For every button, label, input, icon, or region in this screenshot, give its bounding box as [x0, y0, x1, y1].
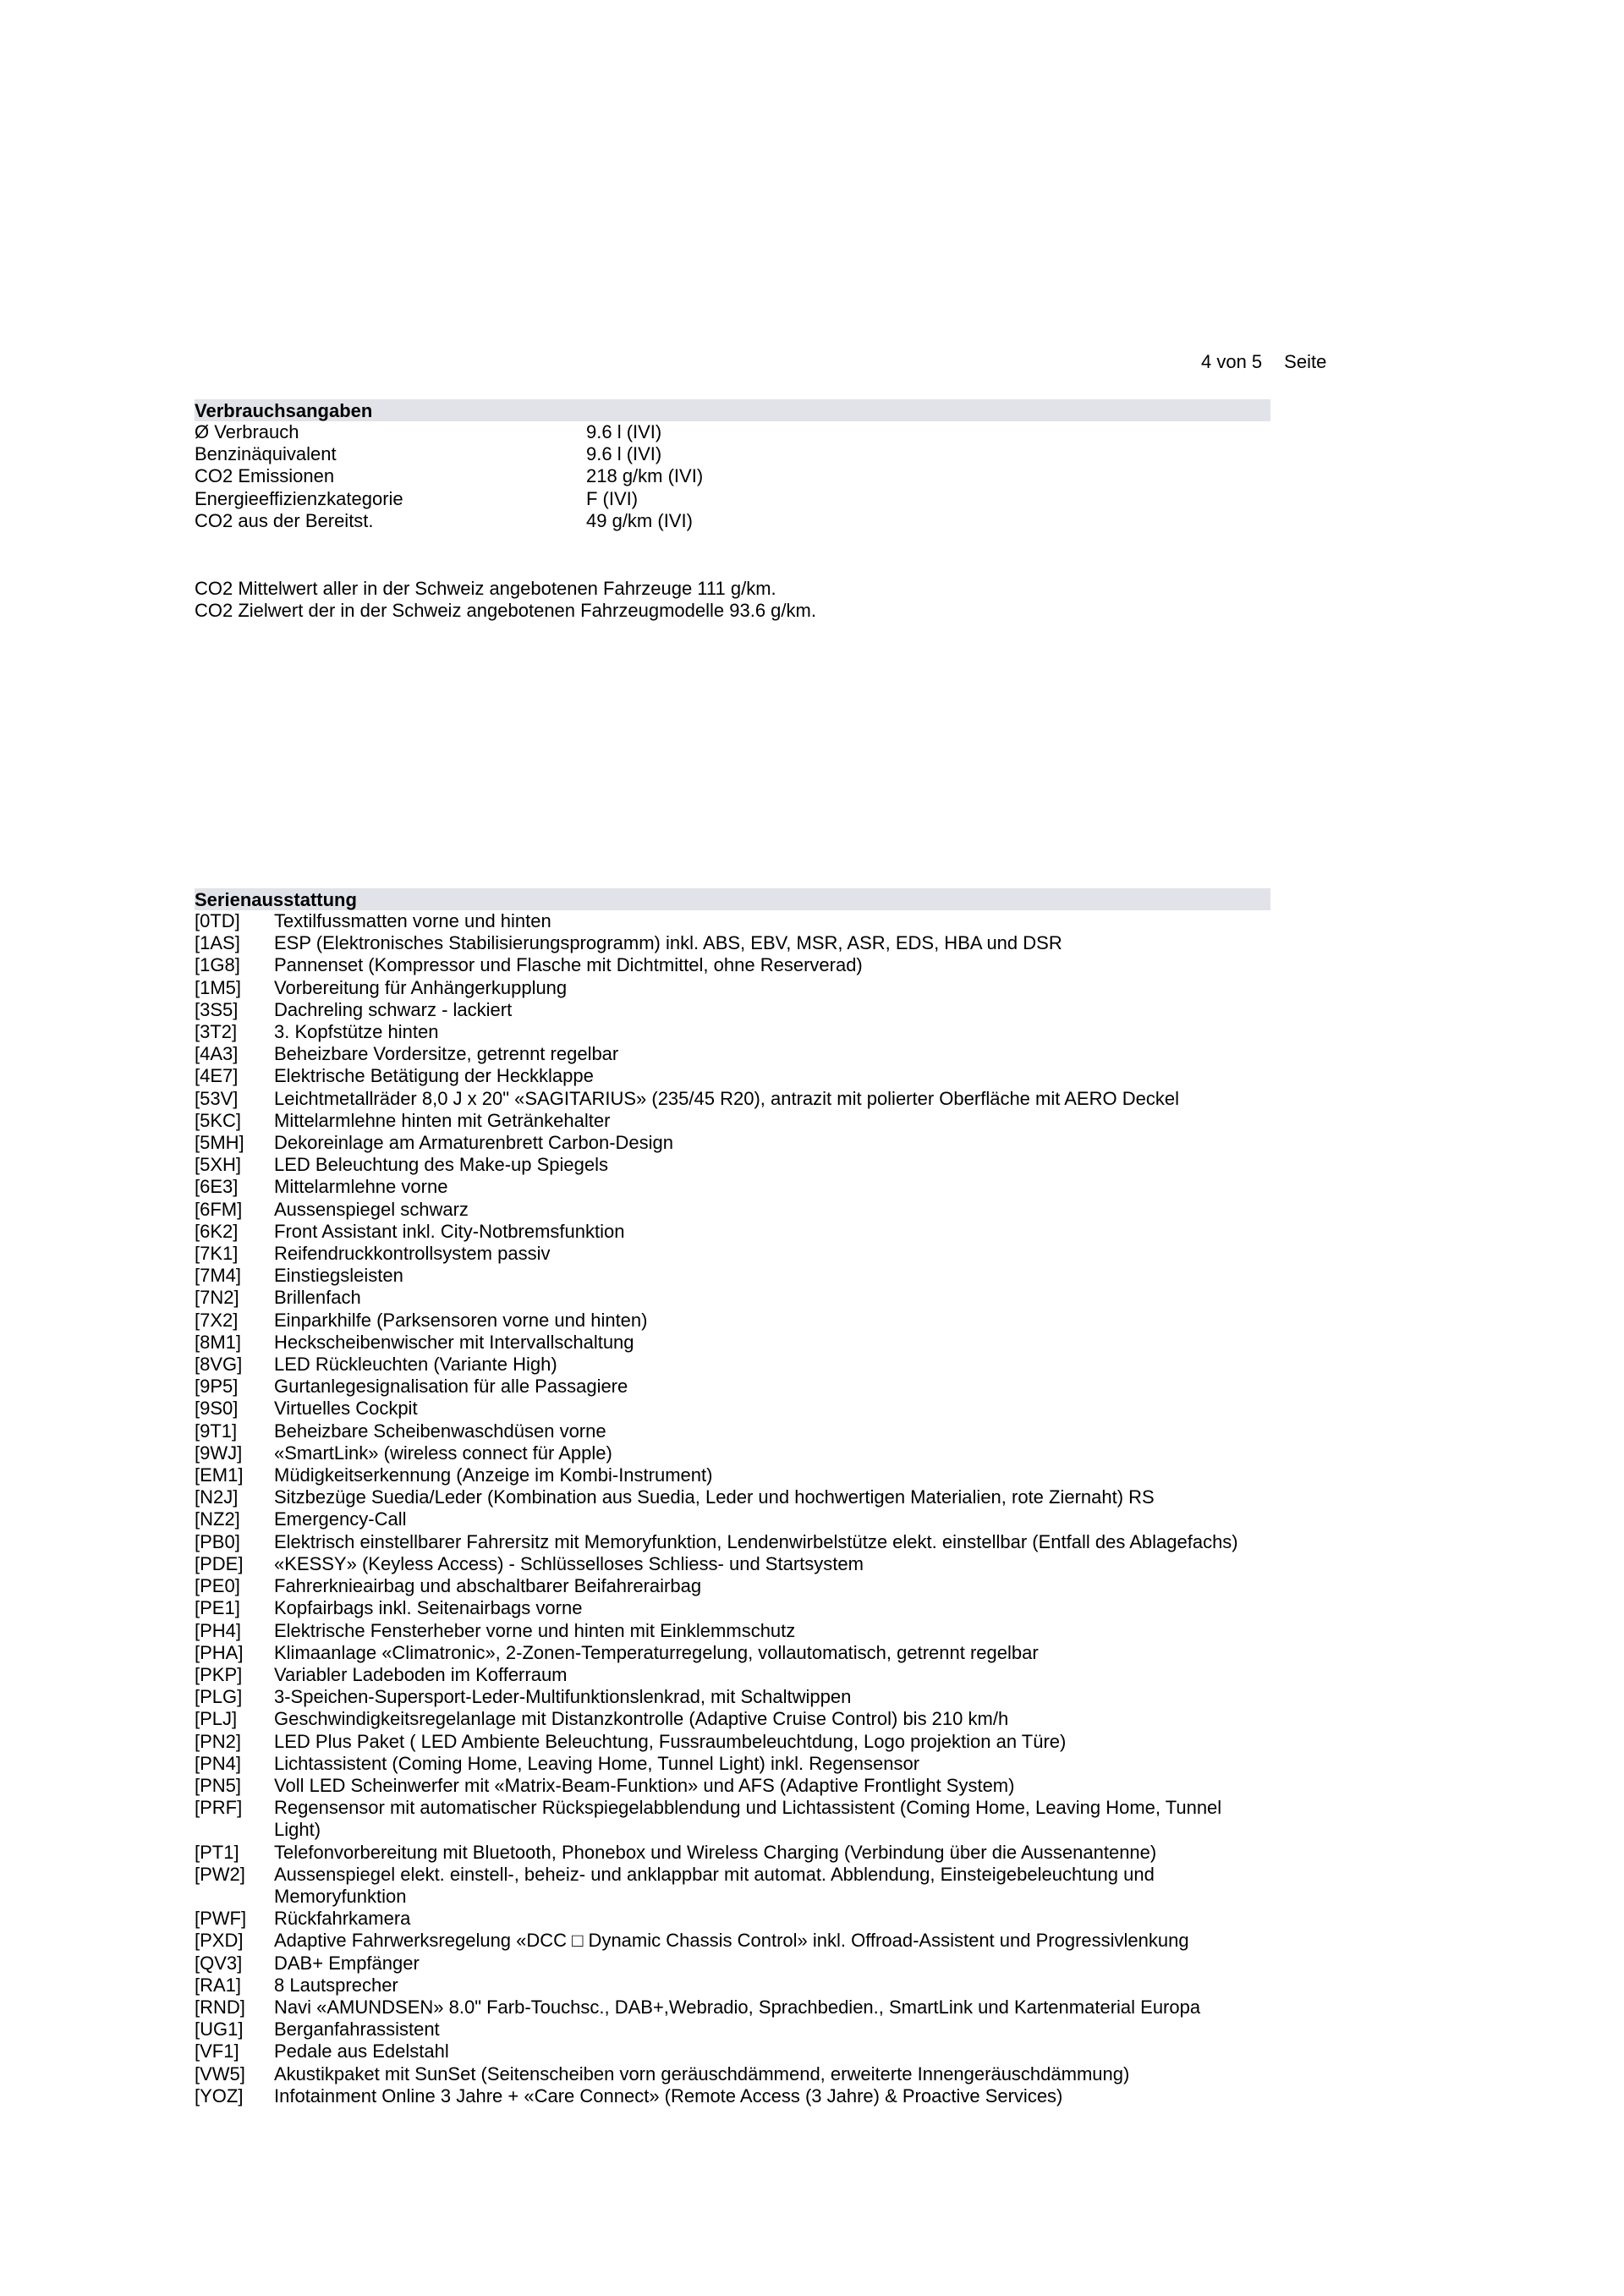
equipment-description: Dekoreinlage am Armaturenbrett Carbon-Design	[274, 1132, 674, 1154]
equipment-item	[195, 910, 1270, 932]
equipment-item	[195, 1021, 1270, 1043]
equipment-description: 3. Kopfstütze hinten	[274, 1021, 439, 1043]
equipment-description: Kopfairbags inkl. Seitenairbags vorne	[274, 1597, 583, 1619]
consumption-heading: Verbrauchsangaben	[195, 399, 1270, 421]
equipment-description: Pannenset (Kompressor und Flasche mit Dichtmittel, ohne Reserverad)	[274, 954, 863, 976]
equipment-description: Infotainment Online 3 Jahre + «Care Connect» (Remote Access (3 Jahre) & Proactive Services)	[274, 2085, 1063, 2106]
equipment-code: [4A3]	[195, 1043, 239, 1065]
equipment-code: [RND]	[195, 1996, 245, 2018]
equipment-description: ESP (Elektronisches Stabilisierungsprogramm) inkl. ABS, EBV, MSR, ASR, EDS, HBA und DSR	[274, 932, 1062, 954]
equipment-item	[195, 1420, 1270, 1442]
equipment-code: [53V]	[195, 1087, 239, 1109]
equipment-code: [8M1]	[195, 1331, 242, 1353]
equipment-description: Mittelarmlehne vorne	[274, 1176, 448, 1198]
co2-average-note: CO2 Mittelwert aller in der Schweiz angebotenen Fahrzeuge 111 g/km.	[195, 578, 776, 599]
equipment-code: [UG1]	[195, 2019, 244, 2041]
equipment-description: Variabler Ladeboden im Kofferraum	[274, 1663, 568, 1685]
equipment-code: [4E7]	[195, 1065, 239, 1087]
equipment-item	[195, 1442, 1270, 1464]
equipment-item	[195, 1154, 1270, 1176]
co2-notes	[195, 578, 1270, 622]
equipment-item	[195, 1953, 1270, 1975]
co2-target-note: CO2 Zielwert der in der Schweiz angebotenen Fahrzeugmodelle 93.6 g/km.	[195, 600, 816, 622]
equipment-description: Vorbereitung für Anhängerkupplung	[274, 976, 568, 998]
equipment-code: [PLJ]	[195, 1708, 238, 1730]
consumption-label: Benzinäquivalent	[195, 443, 337, 465]
equipment-description: LED Rückleuchten (Variante High)	[274, 1354, 557, 1376]
equipment-code: [PN5]	[195, 1774, 242, 1796]
equipment-code: [9S0]	[195, 1398, 239, 1420]
equipment-item	[195, 999, 1270, 1021]
equipment-item	[195, 1930, 1270, 1952]
equipment-item	[195, 1797, 1270, 1841]
equipment-description: Elektrisch einstellbarer Fahrersitz mit Memoryfunktion, Lendenwirbelstütze elekt. einstellbar (Entfall des Ablagefachs)	[274, 1530, 1238, 1552]
equipment-description: «SmartLink» (wireless connect für Apple)	[274, 1442, 612, 1464]
equipment-description: DAB+ Empfänger	[274, 1952, 420, 1974]
equipment-description: Rückfahrkamera	[274, 1908, 411, 1930]
equipment-item	[195, 1065, 1270, 1087]
equipment-description: Aussenspiegel elekt. einstell-, beheiz- und anklappbar mit automat. Abblendung, Einsteigebeleuchtung und Memoryfunktion	[274, 1863, 1155, 1907]
equipment-code: [7X2]	[195, 1309, 239, 1331]
page-number	[1201, 351, 1326, 373]
equipment-code: [PT1]	[195, 1841, 239, 1863]
page-number-label: Seite	[1284, 351, 1327, 372]
equipment-code: [PXD]	[195, 1930, 244, 1952]
consumption-label: Energieeffizienzkategorie	[195, 487, 403, 509]
equipment-item	[195, 1708, 1270, 1730]
equipment-description: Mittelarmlehne hinten mit Getränkehalter	[274, 1109, 611, 1131]
equipment-code: [PE0]	[195, 1575, 240, 1597]
equipment-item	[195, 1132, 1270, 1154]
equipment-item	[195, 1864, 1270, 1908]
equipment-code: [PE1]	[195, 1597, 240, 1619]
equipment-code: [3S5]	[195, 998, 239, 1020]
equipment-item	[195, 977, 1270, 999]
equipment-item	[195, 1221, 1270, 1243]
equipment-code: [N2J]	[195, 1486, 239, 1508]
equipment-description: Aussenspiegel schwarz	[274, 1198, 469, 1220]
equipment-item	[195, 1398, 1270, 1420]
equipment-item	[195, 1287, 1270, 1309]
equipment-item	[195, 1088, 1270, 1110]
equipment-item	[195, 1110, 1270, 1132]
equipment-description: Leichtmetallräder 8,0 J x 20" «SAGITARIUS» (235/45 R20), antrazit mit polierter Oberfläche mit AERO Deckel	[274, 1087, 1179, 1109]
equipment-description: Akustikpaket mit SunSet (Seitenscheiben vorn geräuschdämmend, erweiterte Innengeräuschdämmung)	[274, 2063, 1130, 2085]
equipment-description: 3-Speichen-Supersport-Leder-Multifunktionslenkrad, mit Schaltwippen	[274, 1686, 852, 1708]
equipment-description: Gurtanlegesignalisation für alle Passagiere	[274, 1376, 628, 1398]
equipment-code: [PB0]	[195, 1530, 240, 1552]
equipment-item	[195, 1508, 1270, 1530]
equipment-description: LED Beleuchtung des Make-up Spiegels	[274, 1154, 609, 1176]
equipment-item	[195, 1243, 1270, 1265]
equipment-description: Telefonvorbereitung mit Bluetooth, Phonebox und Wireless Charging (Verbindung über die Aussenantenne)	[274, 1841, 1157, 1863]
equipment-item	[195, 1597, 1270, 1619]
equipment-code: [PH4]	[195, 1619, 242, 1641]
equipment-code: [PKP]	[195, 1663, 243, 1685]
equipment-description: Fahrerknieairbag und abschaltbarer Beifahrerairbag	[274, 1575, 702, 1597]
equipment-description: LED Plus Paket ( LED Ambiente Beleuchtung, Fussraumbeleuchtdung, Logo projektion an Türe)	[274, 1730, 1067, 1752]
equipment-code: [5XH]	[195, 1154, 242, 1176]
equipment-description: Emergency-Call	[274, 1508, 407, 1530]
equipment-item	[195, 1553, 1270, 1575]
equipment-item	[195, 1043, 1270, 1065]
equipment-code: [7N2]	[195, 1287, 239, 1309]
equipment-item	[195, 1731, 1270, 1753]
equipment-code: [VW5]	[195, 2063, 245, 2085]
equipment-code: [EM1]	[195, 1464, 244, 1486]
equipment-description: Elektrische Fensterheber vorne und hinten mit Einklemmschutz	[274, 1619, 796, 1641]
consumption-value: 9.6 l (IVI)	[586, 443, 662, 465]
equipment-description: «KESSY» (Keyless Access) - Schlüsselloses Schliess- und Startsystem	[274, 1552, 864, 1574]
equipment-code: [PHA]	[195, 1641, 244, 1663]
equipment-code: [PRF]	[195, 1797, 243, 1819]
equipment-item	[195, 2063, 1270, 2085]
equipment-description: Regensensor mit automatischer Rückspiegelabblendung und Lichtassistent (Coming Home, Leaving Home, Tunnel Light)	[274, 1797, 1222, 1841]
equipment-description: Lichtassistent (Coming Home, Leaving Home, Tunnel Light) inkl. Regensensor	[274, 1752, 920, 1774]
equipment-code: [9P5]	[195, 1376, 239, 1398]
consumption-label: CO2 aus der Bereitst.	[195, 509, 374, 531]
equipment-description: Adaptive Fahrwerksregelung «DCC □ Dynamic Chassis Control» inkl. Offroad-Assistent und Progressivlenkung	[274, 1930, 1189, 1952]
equipment-item	[195, 1176, 1270, 1198]
equipment-code: [VF1]	[195, 2041, 239, 2063]
equipment-section	[195, 888, 1270, 2107]
consumption-row	[195, 421, 1270, 443]
equipment-code: [PLG]	[195, 1686, 243, 1708]
equipment-item	[195, 1531, 1270, 1553]
equipment-code: [NZ2]	[195, 1508, 240, 1530]
equipment-item	[195, 1975, 1270, 1997]
equipment-code: [6E3]	[195, 1176, 239, 1198]
equipment-item	[195, 1310, 1270, 1332]
equipment-heading: Serienausstattung	[195, 888, 1270, 910]
equipment-description: Pedale aus Edelstahl	[274, 2041, 449, 2063]
equipment-item	[195, 1575, 1270, 1597]
equipment-description: Navi «AMUNDSEN» 8.0" Farb-Touchsc., DAB+,Webradio, Sprachbedien., SmartLink und Kartenmaterial Europa	[274, 1996, 1201, 2018]
equipment-item	[195, 1842, 1270, 1864]
equipment-code: [9T1]	[195, 1420, 238, 1442]
equipment-code: [5MH]	[195, 1132, 244, 1154]
consumption-value: F (IVI)	[586, 487, 639, 509]
equipment-code: [PN4]	[195, 1752, 242, 1774]
equipment-code: [1AS]	[195, 932, 240, 954]
equipment-item	[195, 1464, 1270, 1486]
equipment-item	[195, 2085, 1270, 2107]
equipment-code: [6K2]	[195, 1220, 239, 1242]
equipment-item	[195, 954, 1270, 976]
equipment-item	[195, 1486, 1270, 1508]
equipment-item	[195, 1775, 1270, 1797]
equipment-description: Reifendruckkontrollsystem passiv	[274, 1243, 551, 1265]
equipment-item	[195, 1753, 1270, 1775]
equipment-code: [9WJ]	[195, 1442, 243, 1464]
equipment-description: Berganfahrassistent	[274, 2019, 440, 2041]
equipment-description: Geschwindigkeitsregelanlage mit Distanzkontrolle (Adaptive Cruise Control) bis 210 km/h	[274, 1708, 1009, 1730]
consumption-row	[195, 443, 1270, 465]
equipment-description: Beheizbare Scheibenwaschdüsen vorne	[274, 1420, 606, 1442]
equipment-list	[195, 910, 1270, 2107]
equipment-code: [PW2]	[195, 1863, 245, 1885]
equipment-description: Brillenfach	[274, 1287, 361, 1309]
equipment-code: [1M5]	[195, 976, 242, 998]
equipment-code: [QV3]	[195, 1952, 243, 1974]
equipment-description: Voll LED Scheinwerfer mit «Matrix-Beam-Funktion» und AFS (Adaptive Frontlight System)	[274, 1774, 1015, 1796]
equipment-description: Virtuelles Cockpit	[274, 1398, 418, 1420]
equipment-description: Einstiegsleisten	[274, 1265, 403, 1287]
equipment-code: [7M4]	[195, 1265, 242, 1287]
equipment-description: Front Assistant inkl. City-Notbremsfunktion	[274, 1220, 625, 1242]
equipment-item	[195, 1265, 1270, 1287]
equipment-item	[195, 1997, 1270, 2019]
equipment-item	[195, 932, 1270, 954]
equipment-item	[195, 1620, 1270, 1642]
equipment-description: Dachreling schwarz - lackiert	[274, 998, 513, 1020]
equipment-item	[195, 1642, 1270, 1664]
equipment-code: [PDE]	[195, 1552, 244, 1574]
equipment-item	[195, 1376, 1270, 1398]
equipment-item	[195, 2019, 1270, 2041]
equipment-item	[195, 1664, 1270, 1686]
equipment-item	[195, 1908, 1270, 1930]
equipment-code: [0TD]	[195, 910, 240, 931]
equipment-description: Klimaanlage «Climatronic», 2-Zonen-Temperaturregelung, vollautomatisch, getrennt regelbar	[274, 1641, 1039, 1663]
equipment-item	[195, 1199, 1270, 1221]
equipment-description: Heckscheibenwischer mit Intervallschaltung	[274, 1331, 634, 1353]
equipment-item	[195, 2041, 1270, 2063]
equipment-code: [7K1]	[195, 1243, 239, 1265]
consumption-section	[195, 399, 1270, 532]
equipment-code: [1G8]	[195, 954, 240, 976]
equipment-description: Einparkhilfe (Parksensoren vorne und hinten)	[274, 1309, 648, 1331]
equipment-description: Müdigkeitserkennung (Anzeige im Kombi-Instrument)	[274, 1464, 713, 1486]
equipment-code: [PWF]	[195, 1908, 247, 1930]
equipment-code: [YOZ]	[195, 2085, 244, 2106]
equipment-code: [PN2]	[195, 1730, 242, 1752]
consumption-row	[195, 510, 1270, 532]
equipment-item	[195, 1354, 1270, 1376]
equipment-code: [5KC]	[195, 1109, 242, 1131]
consumption-row	[195, 465, 1270, 487]
equipment-item	[195, 1332, 1270, 1354]
equipment-code: [6FM]	[195, 1198, 243, 1220]
consumption-row	[195, 488, 1270, 510]
page-number-value: 4 von 5	[1201, 351, 1263, 372]
equipment-code: [3T2]	[195, 1021, 238, 1043]
consumption-label: CO2 Emissionen	[195, 465, 335, 487]
equipment-description: Elektrische Betätigung der Heckklappe	[274, 1065, 594, 1087]
consumption-value: 218 g/km (IVI)	[586, 465, 704, 487]
consumption-label: Ø Verbrauch	[195, 421, 299, 442]
consumption-value: 49 g/km (IVI)	[586, 509, 693, 531]
equipment-item	[195, 1686, 1270, 1708]
equipment-code: [8VG]	[195, 1354, 243, 1376]
equipment-description: Sitzbezüge Suedia/Leder (Kombination aus Suedia, Leder und hochwertigen Materialien, rote Ziernaht) RS	[274, 1486, 1155, 1508]
equipment-description: Textilfussmatten vorne und hinten	[274, 910, 551, 931]
equipment-code: [RA1]	[195, 1974, 242, 1996]
equipment-description: Beheizbare Vordersitze, getrennt regelbar	[274, 1043, 619, 1065]
consumption-value: 9.6 l (IVI)	[586, 421, 662, 442]
equipment-description: 8 Lautsprecher	[274, 1974, 398, 1996]
